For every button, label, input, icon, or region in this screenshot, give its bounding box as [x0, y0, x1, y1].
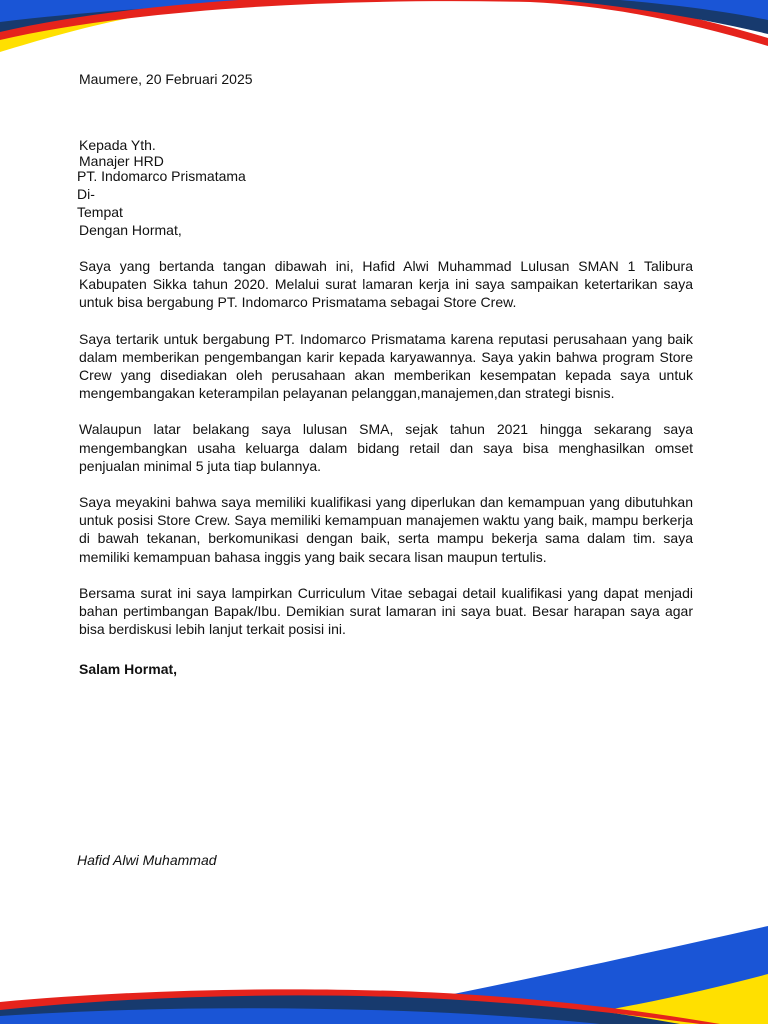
paragraph-motivation: Saya tertarik untuk bergabung PT. Indomarco Prismatama karena reputasi perusahaan yang baik dalam memberikan pengembangan karir kepada karyawannya. Saya yakin bahwa program Store Crew yang disediakan oleh perusahaan akan memberikan kesempatan kepada saya untuk mengembangakan keterampilan pelayanan pelanggan,manajemen,dan strategi bisnis. — [79, 330, 693, 402]
paragraph-qualifications: Saya meyakini bahwa saya memiliki kualifikasi yang diperlukan dan kemampuan yang dibutuhkan untuk posisi Store Crew. Saya memiliki kemampuan manajemen waktu yang baik, mampu berkerja di bawah tekanan, berkomunikasi dengan baik, serta mampu bekerja sama dalam tim. saya memiliki kemampuan bahasa inggis yang baik secara lisan maupun tertulis. — [79, 493, 693, 565]
paragraph-intro: Saya yang bertanda tangan dibawah ini, Hafid Alwi Muhammad Lulusan SMAN 1 Talibura Kabupaten Sikka tahun 2020. Melalui surat lamaran kerja ini saya sampaikan ketertarikan saya untuk bisa bergabung PT. Indomarco Prismatama sebagai Store Crew. — [79, 257, 693, 311]
recipient-di: Di- — [77, 185, 95, 202]
closing: Salam Hormat, — [79, 661, 178, 678]
greeting: Dengan Hormat, — [79, 221, 182, 238]
recipient-place: Tempat — [77, 204, 123, 221]
paragraph-attachment: Bersama surat ini saya lampirkan Curriculum Vitae sebagai detail kualifikasi yang dapat menjadi bahan pertimbangan Bapak/Ibu. Demikian surat lamaran ini saya buat. Besar harapan saya agar bisa berdiskusi lebih lanjut terkait posisi ini. — [79, 584, 693, 638]
letter-body — [79, 70, 693, 679]
letter-date: Maumere, 20 Februari 2025 — [79, 71, 253, 87]
recipient-company: PT. Indomarco Prismatama — [77, 168, 246, 185]
top-wave-decoration — [0, 0, 768, 60]
signature-name: Hafid Alwi Muhammad — [77, 852, 217, 868]
recipient-block — [79, 138, 693, 221]
paragraph-background: Walaupun latar belakang saya lulusan SMA, sejak tahun 2021 hingga sekarang saya mengembangkan usaha keluarga dalam bidang retail dan saya bisa menghasilkan omset penjualan minimal 5 juta tiap bulannya. — [79, 421, 693, 474]
recipient-line1: Kepada Yth. — [79, 137, 156, 154]
bottom-wave-decoration — [0, 914, 768, 1024]
recipient-line2: Manajer HRD — [79, 152, 164, 169]
